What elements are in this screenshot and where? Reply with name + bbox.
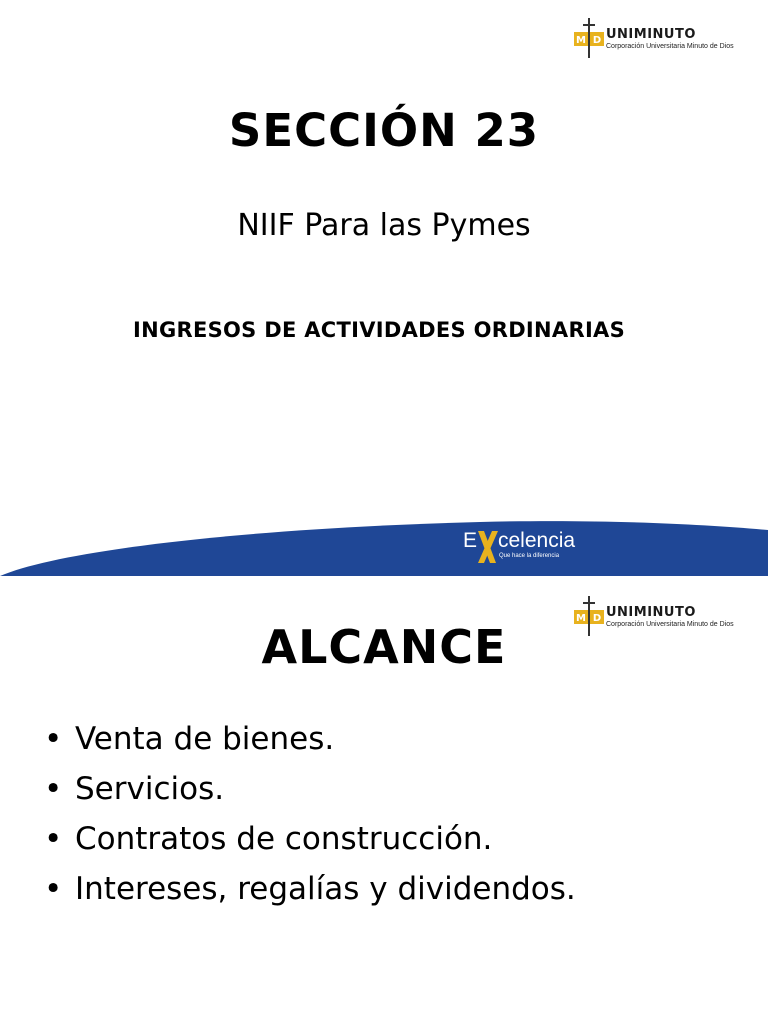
bullet-icon: • bbox=[44, 871, 63, 907]
svg-text:D: D bbox=[592, 613, 602, 624]
bullet-icon: • bbox=[44, 771, 63, 807]
list-item bbox=[44, 814, 576, 864]
blue-swoosh-band bbox=[0, 510, 768, 576]
logo-subtitle: Corporación Universitaria Minuto de Dios bbox=[606, 621, 734, 628]
slide-2-title: ALCANCE bbox=[261, 620, 507, 674]
slide-1-subtitle: NIIF Para las Pymes bbox=[237, 208, 531, 243]
logo-brand: UNIMINUTO bbox=[606, 605, 696, 620]
scope-bullet-list bbox=[44, 714, 576, 914]
logo-subtitle: Corporación Universitaria Minuto de Dios bbox=[606, 43, 734, 50]
list-item bbox=[44, 864, 576, 914]
bullet-icon: • bbox=[44, 821, 63, 857]
svg-text:M: M bbox=[576, 613, 586, 624]
slide-1-heading: INGRESOS DE ACTIVIDADES ORDINARIAS bbox=[132, 318, 626, 342]
excelencia-x-icon bbox=[476, 527, 498, 567]
uniminuto-mark-icon bbox=[574, 18, 604, 58]
excelencia-prefix: E bbox=[463, 529, 478, 552]
bullet-icon: • bbox=[44, 721, 63, 757]
list-item bbox=[44, 764, 576, 814]
excelencia-logo bbox=[463, 527, 593, 571]
svg-text:M: M bbox=[576, 35, 586, 46]
uniminuto-logo bbox=[574, 16, 746, 60]
excelencia-tagline: Que hace la diferencia bbox=[499, 553, 560, 559]
excelencia-word: celencia bbox=[498, 529, 576, 552]
logo-brand: UNIMINUTO bbox=[606, 27, 696, 42]
list-item bbox=[44, 714, 576, 764]
bullet-text: Intereses, regalías y dividendos. bbox=[75, 871, 576, 907]
bullet-text: Venta de bienes. bbox=[75, 721, 335, 757]
slide-2 bbox=[0, 584, 768, 1024]
bullet-text: Servicios. bbox=[75, 771, 225, 807]
svg-text:D: D bbox=[592, 35, 602, 46]
slide-1-title: SECCIÓN 23 bbox=[228, 104, 540, 157]
bullet-text: Contratos de construcción. bbox=[75, 821, 493, 857]
